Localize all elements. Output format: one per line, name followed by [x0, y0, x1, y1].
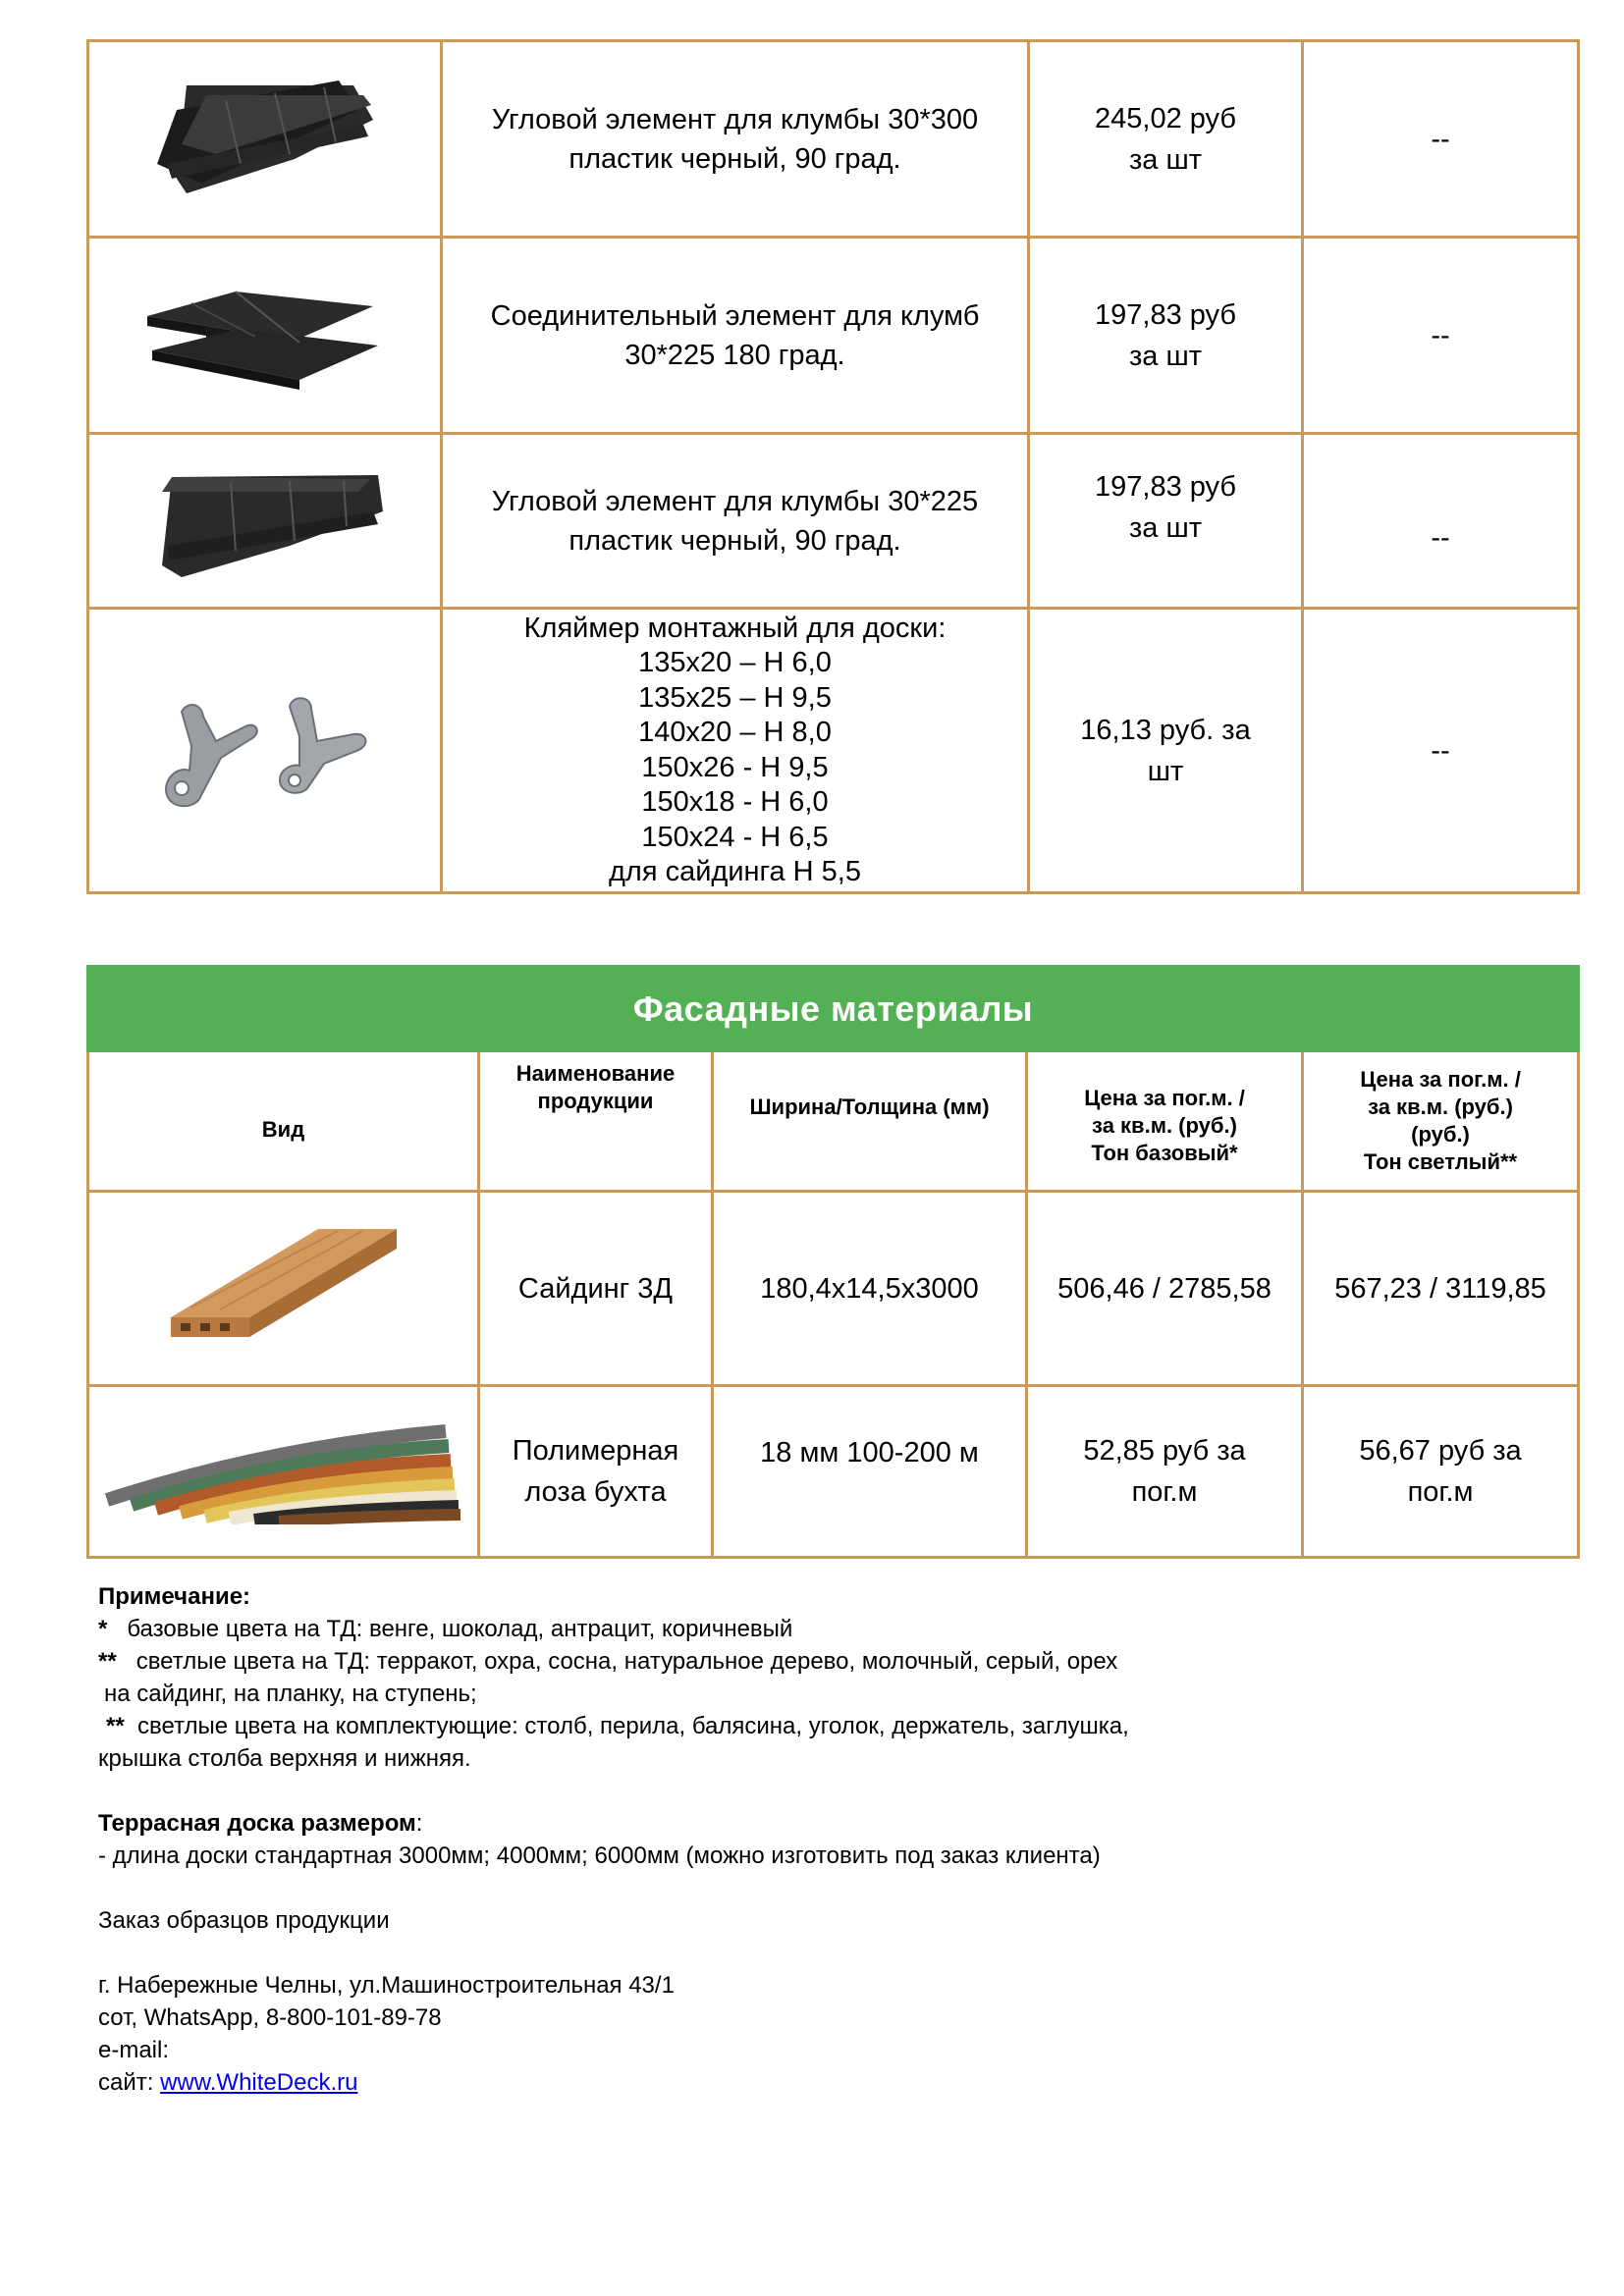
price-unit-line: шт — [1147, 755, 1184, 787]
product-name-line: лоза бухта — [524, 1476, 667, 1508]
header-line: Наименование — [515, 1061, 676, 1086]
polymer-vine-coil-image — [97, 1407, 470, 1524]
extra-price-cell: -- — [1303, 609, 1579, 893]
header-line: продукции — [537, 1089, 654, 1113]
note-text: светлые цвета на комплектующие: столб, перила, балясина, уголок, держатель, заглушка, — [137, 1713, 1129, 1739]
product-name-line: Кляймер монтажный для доски: — [523, 612, 947, 644]
size-line: 18 мм 100-200 м — [760, 1437, 979, 1468]
size-line: 135x20 – H 6,0 — [638, 647, 832, 678]
note-text: крышка столба верхняя и нижняя. — [98, 1745, 471, 1772]
price-cell — [1029, 434, 1303, 609]
product-name-cell — [442, 609, 1029, 893]
price-line: 197,83 руб — [1095, 298, 1236, 331]
notes-heading: Примечание: — [98, 1583, 251, 1610]
note-line — [98, 1742, 1375, 1775]
price-line: 52,85 руб за — [1083, 1435, 1246, 1467]
column-header-price-light — [1303, 1051, 1579, 1192]
size-cell — [713, 1192, 1027, 1386]
price-base-cell — [1027, 1386, 1303, 1558]
product-name-line: 30*225 180 град. — [624, 339, 845, 371]
notes-section — [98, 1580, 1375, 2099]
phone-text: сот, WhatsApp, 8-800-101-89-78 — [98, 2004, 442, 2031]
email-label: e-mail: — [98, 2037, 170, 2063]
table-row — [88, 41, 1579, 238]
product-name-cell — [442, 434, 1029, 609]
price-unit-line: за шт — [1128, 143, 1203, 176]
connector-element-225-image — [137, 272, 393, 400]
price-base-cell — [1027, 1192, 1303, 1386]
note-line — [98, 1678, 1375, 1710]
price-light-cell — [1303, 1386, 1579, 1558]
product-name-cell — [479, 1192, 713, 1386]
product-name-cell — [442, 41, 1029, 238]
column-header-view — [88, 1051, 479, 1192]
product-name-cell — [442, 238, 1029, 434]
note-text: светлые цвета на ТД: терракот, охра, сосна, натуральное дерево, молочный, серый, орех — [135, 1648, 1118, 1675]
product-name-line: Соединительный элемент для клумб — [490, 299, 980, 332]
column-header-price-base — [1027, 1051, 1303, 1192]
size-line: 135x25 – H 9,5 — [638, 681, 832, 714]
price-line: 506,46 / 2785,58 — [1057, 1272, 1272, 1305]
product-name-line: Полимерная — [512, 1435, 679, 1467]
header-line: Тон светлый** — [1363, 1149, 1518, 1174]
price-cell — [1029, 238, 1303, 434]
corner-element-225-image — [142, 457, 388, 585]
price-line: 16,13 руб. за — [1080, 714, 1251, 746]
product-name-line: Угловой элемент для клумбы 30*225 — [491, 485, 979, 517]
site-link[interactable]: www.WhiteDeck.ru — [160, 2069, 358, 2096]
note-line — [98, 1710, 1375, 1742]
column-header-row — [88, 1051, 1579, 1192]
header-line: Тон базовый* — [1091, 1141, 1238, 1165]
header-line: Вид — [261, 1117, 305, 1142]
product-image-cell — [88, 238, 442, 434]
price-unit-line: за шт — [1128, 512, 1203, 544]
facade-materials-table — [86, 965, 1580, 1559]
note-line — [98, 1613, 1375, 1645]
accessories-price-table — [86, 39, 1580, 894]
size-line: 150x24 - H 6,5 — [641, 821, 829, 853]
site-label: сайт: — [98, 2069, 161, 2096]
table-row — [88, 609, 1579, 893]
mounting-clip-image — [142, 687, 388, 815]
terrace-line: - длина доски стандартная 3000мм; 4000мм; 6000мм (можно изготовить под заказ клиента) — [98, 1842, 1101, 1869]
price-line: 197,83 руб — [1095, 471, 1236, 503]
size-cell — [713, 1386, 1027, 1558]
corner-element-300-image — [147, 66, 383, 213]
note-text: базовые цвета на ТД: венге, шоколад, антрацит, коричневый — [127, 1616, 793, 1642]
extra-price-cell: -- — [1303, 238, 1579, 434]
product-image-cell — [88, 609, 442, 893]
site-line — [98, 2066, 1375, 2099]
price-unit-line: за шт — [1128, 340, 1203, 372]
header-line: Ширина/Толщина (мм) — [749, 1095, 990, 1119]
extra-price-cell: -- — [1303, 41, 1579, 238]
price-line: 245,02 руб — [1095, 102, 1236, 134]
note-mark: * — [98, 1616, 108, 1642]
price-unit-line: пог.м — [1407, 1476, 1474, 1508]
note-mark: ** — [106, 1713, 125, 1739]
product-image-cell — [88, 41, 442, 238]
price-cell — [1029, 41, 1303, 238]
section-title: Фасадные материалы — [88, 967, 1579, 1051]
terrace-heading-colon: : — [415, 1810, 423, 1837]
price-unit-line: пог.м — [1131, 1476, 1198, 1508]
product-name-line: пластик черный, 90 град. — [568, 524, 901, 557]
header-line: (руб.) — [1411, 1122, 1470, 1147]
product-name-line: Сайдинг 3Д — [517, 1272, 674, 1305]
extra-price-cell: -- — [1303, 434, 1579, 609]
size-line: 150x18 - H 6,0 — [641, 786, 829, 818]
header-line: Цена за пог.м. / — [1360, 1067, 1521, 1092]
size-line: для сайдинга H 5,5 — [608, 856, 861, 887]
terrace-heading — [98, 1807, 1375, 1840]
price-light-cell — [1303, 1192, 1579, 1386]
product-name-line: Угловой элемент для клумбы 30*300 — [491, 103, 979, 135]
terrace-heading-text: Террасная доска размером — [98, 1810, 416, 1837]
note-mark: ** — [98, 1648, 117, 1675]
price-cell — [1029, 609, 1303, 893]
product-name-cell — [479, 1386, 713, 1558]
price-line: 567,23 / 3119,85 — [1334, 1272, 1546, 1305]
product-name-line: пластик черный, 90 град. — [568, 142, 901, 175]
table-row — [88, 434, 1579, 609]
siding-3d-image — [151, 1209, 416, 1357]
table-row — [88, 1192, 1579, 1386]
price-line: 56,67 руб за — [1359, 1435, 1522, 1467]
size-line: 140x20 – H 8,0 — [638, 717, 832, 748]
column-header-name — [479, 1051, 713, 1192]
note-line — [98, 1645, 1375, 1678]
samples-text: Заказ образцов продукции — [98, 1907, 390, 1934]
address-text: г. Набережные Челны, ул.Машиностроительная 43/1 — [98, 1972, 675, 1999]
header-line: Цена за пог.м. / — [1084, 1086, 1245, 1110]
size-line: 180,4x14,5x3000 — [760, 1272, 979, 1305]
product-image-cell — [88, 434, 442, 609]
table-row — [88, 238, 1579, 434]
product-image-cell — [88, 1192, 479, 1386]
product-image-cell — [88, 1386, 479, 1558]
size-line: 150x26 - H 9,5 — [641, 751, 829, 783]
column-header-size — [713, 1051, 1027, 1192]
note-text: на сайдинг, на планку, на ступень; — [104, 1681, 477, 1707]
table-row — [88, 1386, 1579, 1558]
header-line: за кв.м. (руб.) — [1092, 1113, 1237, 1138]
section-header-row — [88, 967, 1579, 1051]
header-line: за кв.м. (руб.) — [1368, 1095, 1513, 1119]
